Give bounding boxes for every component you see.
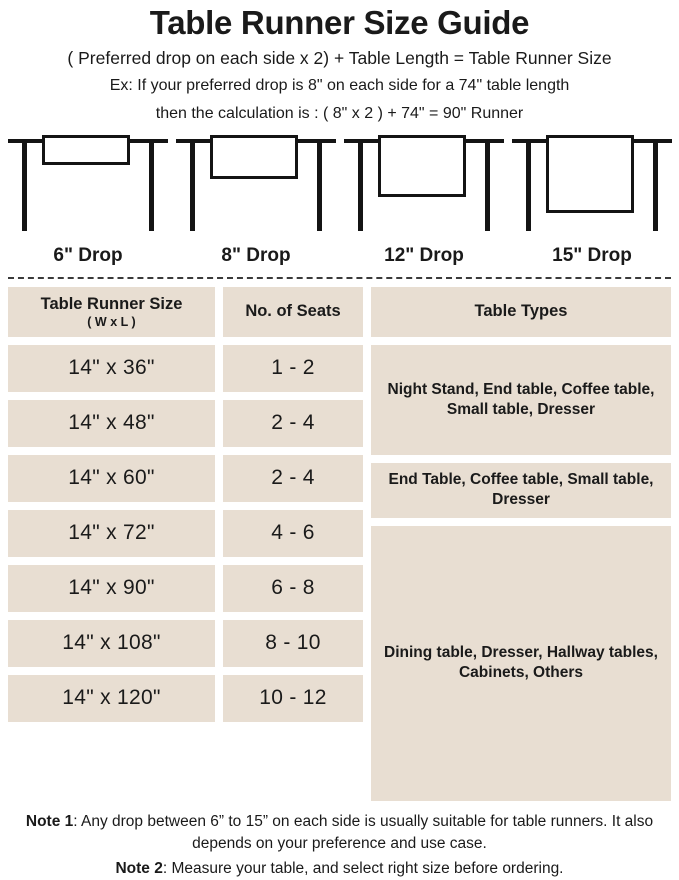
note-1: [8, 811, 671, 856]
note-1-label: Note 1: [25, 812, 74, 830]
table-types-group-3: Dining table, Dresser, Hallway tables, Cabinets, Others: [371, 526, 671, 801]
table-illustration-8in: [176, 131, 336, 231]
header-runner-size-sublabel: ( W x L ): [87, 314, 136, 329]
table-illustration-15in: [512, 131, 672, 231]
table-row: 14" x 60": [8, 455, 215, 502]
drop-labels-row: [8, 245, 671, 273]
table-row: 14" x 36": [8, 345, 215, 392]
table-row: 14" x 108": [8, 620, 215, 667]
table-leg-right: [317, 143, 322, 231]
runner-drop-shape: [42, 135, 130, 165]
table-row: 10 - 12: [223, 675, 363, 722]
drop-label-15in: 15" Drop: [552, 244, 632, 266]
header-seats: No. of Seats: [223, 287, 363, 337]
table-leg-left: [22, 143, 27, 231]
table-leg-left: [190, 143, 195, 231]
page-title: Table Runner Size Guide: [149, 4, 530, 41]
size-table: [8, 287, 671, 809]
table-row: 1 - 2: [223, 345, 363, 392]
divider: [8, 277, 671, 279]
drop-illustrations: [8, 131, 671, 243]
table-row: 14" x 72": [8, 510, 215, 557]
note-2: [8, 858, 671, 880]
table-row: 14" x 120": [8, 675, 215, 722]
table-leg-right: [653, 143, 658, 231]
table-leg-left: [526, 143, 531, 231]
table-illustration-12in: [344, 131, 504, 231]
notes-section: [8, 811, 671, 880]
size-guide-page: [0, 4, 679, 877]
table-leg-right: [149, 143, 154, 231]
note-2-label: Note 2: [115, 859, 163, 877]
table-row: 4 - 6: [223, 510, 363, 557]
formula-line: ( Preferred drop on each side x 2) + Table Length = Table Runner Size: [67, 47, 612, 68]
header-runner-size: [8, 287, 215, 337]
header-table-types: Table Types: [371, 287, 671, 337]
column-runner-size: [8, 287, 215, 809]
table-row: 6 - 8: [223, 565, 363, 612]
drop-label-8in: 8" Drop: [221, 244, 291, 266]
example-line-2: then the calculation is : ( 8" x 2 ) + 74" = 90" Runner: [155, 104, 524, 122]
column-table-types: [371, 287, 671, 809]
table-illustration-6in: [8, 131, 168, 231]
drop-label-12in: 12" Drop: [384, 244, 464, 266]
table-leg-right: [485, 143, 490, 231]
table-row: 2 - 4: [223, 400, 363, 447]
table-row: 8 - 10: [223, 620, 363, 667]
table-leg-left: [358, 143, 363, 231]
table-types-group-1: Night Stand, End table, Coffee table, Small table, Dresser: [371, 345, 671, 455]
table-row: 14" x 90": [8, 565, 215, 612]
note-1-text: : Any drop between 6” to 15” on each side is usually suitable for table runners. It also depends on your preference and use case.: [73, 812, 654, 853]
table-types-group-2: End Table, Coffee table, Small table, Dresser: [371, 463, 671, 518]
drop-label-6in: 6" Drop: [53, 244, 123, 266]
runner-drop-shape: [378, 135, 466, 197]
example-line-1: Ex: If your preferred drop is 8" on each side for a 74" table length: [109, 76, 570, 94]
note-2-text: : Measure your table, and select right size before ordering.: [162, 859, 564, 877]
column-seats: [223, 287, 363, 809]
table-row: 2 - 4: [223, 455, 363, 502]
header-runner-size-label: Table Runner Size: [40, 294, 183, 313]
runner-drop-shape: [546, 135, 634, 213]
table-row: 14" x 48": [8, 400, 215, 447]
runner-drop-shape: [210, 135, 298, 179]
